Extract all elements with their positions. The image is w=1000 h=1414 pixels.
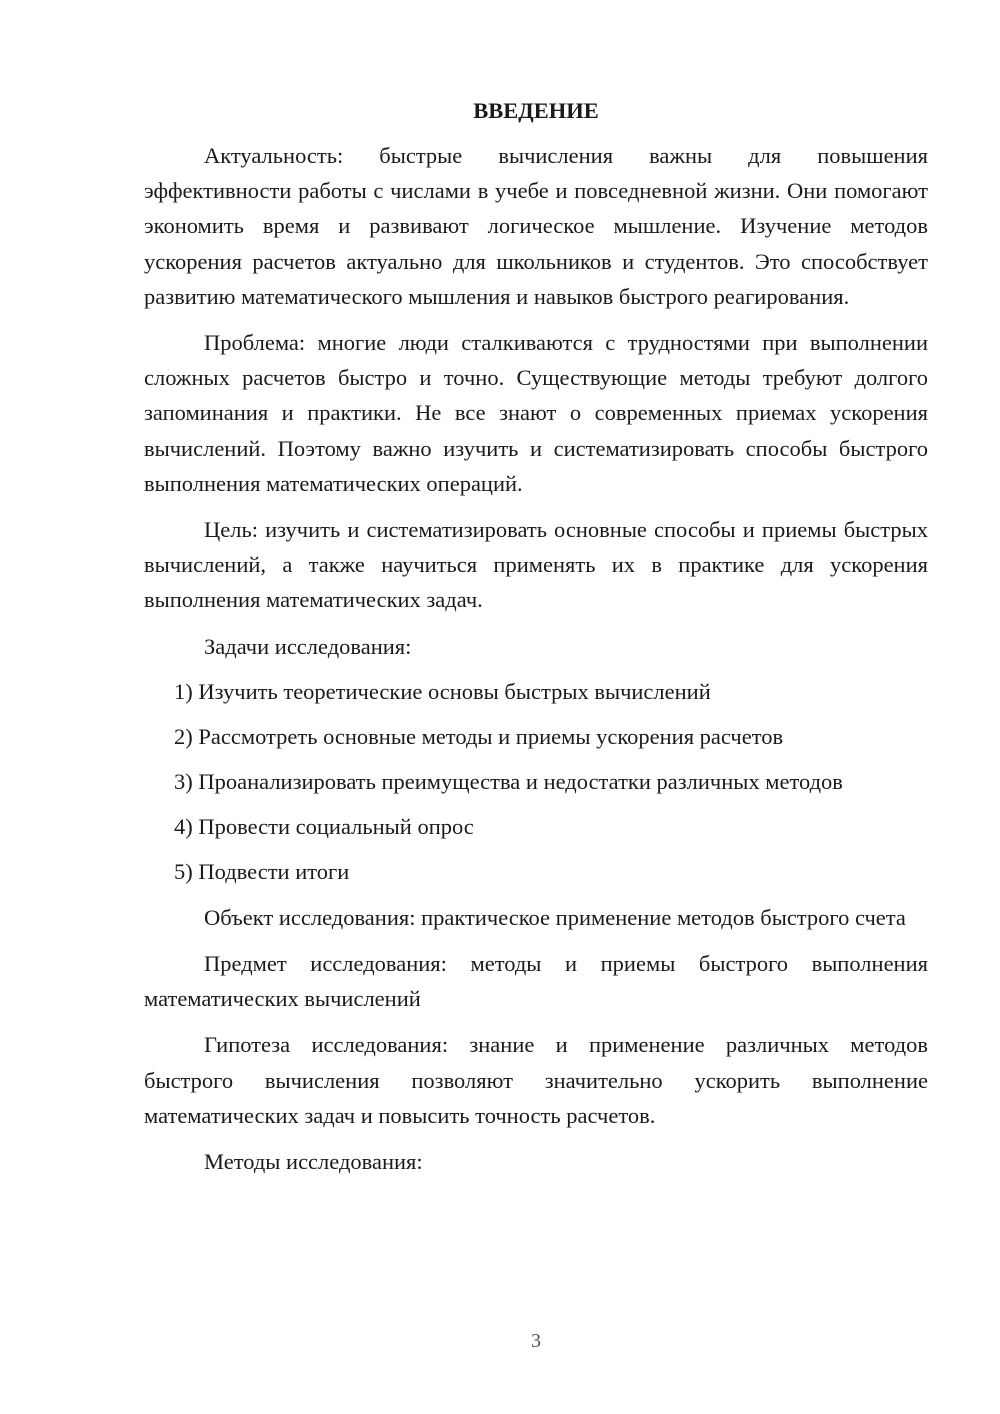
object-paragraph: Объект исследования: практическое применение методов быстрого счета: [204, 904, 906, 930]
goal-paragraph: Цель: изучить и систематизировать основные способы и приемы быстрых вычислений, а также научиться применять их в практике для ускорения выполнения математических задач.: [144, 517, 928, 613]
task-item: 2) Рассмотреть основные методы и приемы ускорения расчетов: [174, 723, 784, 749]
relevance-paragraph: Актуальность: быстрые вычисления важны для повышения эффективности работы с числами в учебе и повседневной жизни. Они помогают экономить время и развивают логическое мышление. Изучение методов ускорения расчетов актуально для школьников и студентов. Это способствует развитию математического мышления и навыков быстрого реагирования.: [144, 143, 928, 309]
problem-paragraph: Проблема: многие люди сталкиваются с трудностями при выполнении сложных расчетов быстро и точно. Существующие методы требуют долгого запоминания и практики. Не все знают о современных приемах ускорения вычислений. Поэтому важно изучить и систематизировать способы быстрого выполнения математических операций.: [144, 330, 928, 496]
methods-heading: Методы исследования:: [204, 1149, 423, 1175]
task-item: 4) Провести социальный опрос: [174, 813, 474, 839]
page-title: ВВЕДЕНИЕ: [473, 98, 599, 123]
tasks-list: [144, 674, 928, 889]
page-number: 3: [531, 1330, 541, 1352]
task-item: 5) Подвести итоги: [174, 858, 350, 884]
page-content: [144, 93, 928, 1189]
task-item: 1) Изучить теоретические основы быстрых вычислений: [174, 678, 711, 704]
task-item: 3) Проанализировать преимущества и недостатки различных методов: [174, 768, 843, 794]
hypothesis-paragraph: Гипотеза исследования: знание и применение различных методов быстрого вычисления позволяют значительно ускорить выполнение математических задач и повысить точность расчетов.: [144, 1032, 928, 1128]
tasks-heading: Задачи исследования:: [204, 633, 412, 659]
subject-paragraph: Предмет исследования: методы и приемы быстрого выполнения математических вычислений: [144, 951, 928, 1012]
